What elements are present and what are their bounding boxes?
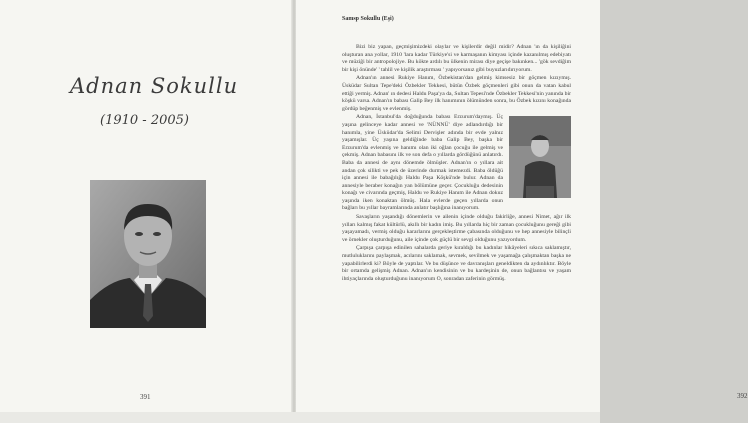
childhood-photo-illustration	[509, 116, 571, 198]
paragraph: Bizi biz yapan, geçmişimizdeki olaylar ve kişilerdir değil midir? Adnan 'ın da kişiliğini oluşturan ana yollar, 1910 'lara kadar Türkiye'si ve karmaşanın kimyası içinde kazanılmış edebiyatı ve müziği bir antropolojiye. Bu kökte ardılı bu ülkenin mirası diye geçişe bakınken... 'gök sevdiğim bir kişi önünde' ' tahlil ve kişilik araştırması ' yapıyorsanız gibi buyuzlarıdırıyorum.	[342, 44, 571, 73]
portrait-illustration	[90, 180, 206, 328]
subject-years: (1910 - 2005)	[100, 113, 189, 128]
paragraph: Savaşların yaşandığı dönemlerin ve ailenin içinde olduğu fakirliğe, annesi Nimet, ağır ilk yılları kalmış fakat kültürlü, akıllı bir kadın imiş. Bu yıllarda hiç bir zaman çocukluğunu gereği gibi yaşayamadı, vermiş olduğu kararlarını gerçekleştirme çabasında olduğunu ve hep annesiyle bilinçli ve örnekler oluşturduğunu, aile içinde çok güçlü bir sevgi olduğunu yazıyordum.	[342, 214, 571, 243]
body-text	[342, 44, 571, 284]
paragraph: Adnan'ın annesi Rukiye Hanım, Özbekistan'dan gelmiş kimsesiz bir göçmen kızıymış. Üsküdar Sultan Tepe'deki Özbekler Tekkesi, bütün Özbek göçmenleri gibi onun da vatan kabul ettiği yermiş. Adnan' ın dedesi Haldu Paşa'ya da, Sultan Tepesi'nde Özbekler Tekkesi'nin yanında bir köşkü varsa. Adnan'ın babası Galip Bey ilk hanımının ölümünden sonra, bu Özbek kızını konağında gördüp beğenmiş ve evlenmiş.	[342, 75, 571, 112]
page-number: 391	[140, 393, 151, 401]
left-page	[0, 0, 294, 416]
scan-bottom-edge	[0, 412, 600, 423]
right-page	[296, 0, 748, 416]
running-header: Samsp Sokullu (Eşi)	[342, 16, 394, 22]
subject-name-title: Adnan Sokullu	[70, 74, 239, 98]
childhood-photo	[509, 116, 571, 198]
paragraph: Çarpışa çarpışa edinilen sahalarda geriye kıraldığı bu kadınlar hikâyeleri sıkıca saklamıştır, mutluluklarını paylaşmak, acılarını saklamak, sevmek, sevilmek ve yaşamağa çalışmaktan başka ne yapabilirlerdi ki? Böyle de yaptılar. Ve bu düşünce ve davranışları geneldikten da aydınlıktır. Böyle bir ortamda gelişmiş Adnan. Adnan'ın kendisinin ve bu kardeşinin de, onun bağlantısı ve yaşam ihtiyaçlarında oluşturduğunu inanıyorum O, sonradan zaferinin görmüş.	[342, 245, 571, 282]
page-number: 392	[737, 392, 748, 400]
portrait-photo	[90, 180, 206, 328]
paragraph: Adnan, İstanbul'da doğduğunda babası Erzurum'daymış. Üç yaşına gelinceye kadar annesi ve 'NÜNNÜ' diye adlandırdığı bir hanımla, yine Üsküdar'da Selimi Dervişler adında bir evde yalnız yaşamışlar. Üç yaşına geldiğinde baba Galip Bey, başka bir Erzurum'da evlenmiş ve hanımı olan iki oğlan çocuğu ile gelmiş ve çekmiş. Adnan babasını ilk ve son defa o yıllarda gördüğünü anlatırdı. Baba da annesi de aynı dönemde ölmüşler. Adnan'ın o yıllara ait andan çok silikti ve pek de üzerinde durmak istemezdi. Baba öldüğü için annesi ile babağılığı Haldu Paşa Köşkü'nde bulur. Adnan da annesiyle beraber konağın yan bölümüne geçer. Çocukluğu dedesinin konağı ve civarında geçmiş, Haldu ve Rukiye Hanım ile Adnan dokuz yaşında iken konaktan ölmüş. Hala evlerde geçen yıllarda onun bağları bu yıllar bayramlarında anlatır başlığına inanıyorum.	[342, 114, 503, 212]
